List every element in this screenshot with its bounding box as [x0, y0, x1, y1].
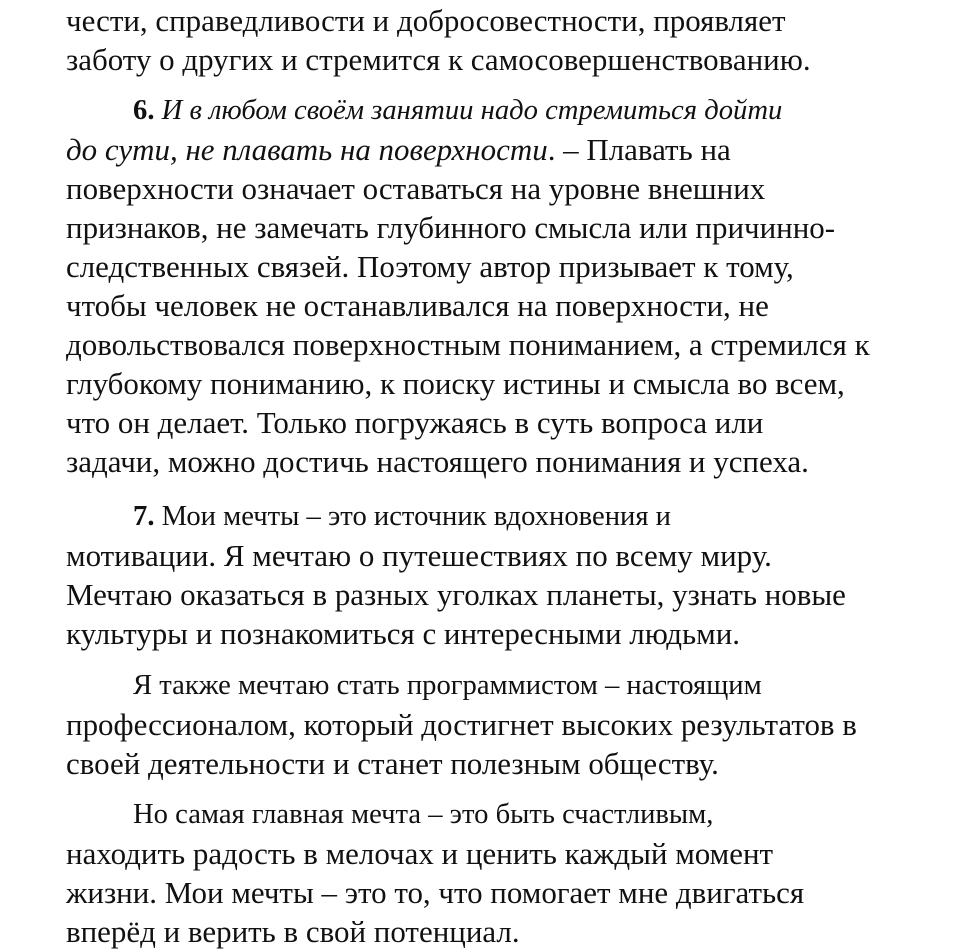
paragraph-continuation — [0, 1, 960, 79]
text-line: мотивации. Я мечтаю о путешествиях по всему миру. — [66, 538, 772, 573]
text-line: Но самая главная мечта – это быть счастливым, — [133, 798, 714, 830]
text-line: профессионалом, который достигнет высоких результатов в — [66, 707, 857, 742]
quote-text: до сути, не плавать на поверхности — [66, 132, 548, 167]
quote-text: И в любом своём занятии надо стремиться дойти — [161, 94, 783, 126]
text-fragment: . – Плавать на — [547, 132, 731, 167]
text-line: Мечтаю оказаться в разных уголках планеты, узнать новые — [66, 577, 846, 612]
text-line: следственных связей. Поэтому автор призывает к тому, — [66, 249, 794, 284]
text-line: задачи, можно достичь настоящего понимания и успеха. — [66, 444, 809, 479]
text-line: своей деятельности и станет полезным обществу. — [66, 746, 719, 781]
text-line: находить радость в мелочах и ценить каждый момент — [66, 836, 774, 871]
text-line — [66, 130, 960, 169]
text-line: довольствовался поверхностным пониманием, а стремился к — [66, 327, 870, 362]
paragraph-7 — [0, 497, 960, 653]
text-line — [133, 497, 960, 536]
text-line: Я также мечтаю стать программистом – настоящим — [133, 669, 762, 701]
paragraph-6 — [0, 91, 960, 481]
paragraph-number: 7. — [133, 500, 155, 532]
text-line: глубокому пониманию, к поиску истины и смысла во всем, — [66, 366, 845, 401]
paragraph-main-dream — [0, 795, 960, 949]
text-line: признаков, не замечать глубинного смысла или причинно- — [66, 210, 836, 245]
paragraph-number: 6. — [133, 94, 155, 126]
text-line: жизни. Мои мечты – это то, что помогает мне двигаться — [66, 875, 805, 910]
text-line: что он делает. Только погружаясь в суть вопроса или — [66, 405, 764, 440]
text-line: поверхности означает оставаться на уровне внешних — [66, 171, 766, 206]
text-line: чести, справедливости и добросовестности, проявляет — [66, 3, 786, 38]
text-line: чтобы человек не останавливался на поверхности, не — [66, 288, 769, 323]
text-line: заботу о других и стремится к самосовершенствованию. — [66, 42, 811, 77]
text-fragment: Мои мечты – это источник вдохновения и — [154, 500, 671, 532]
paragraph-programmer-dream — [0, 666, 960, 783]
text-line — [133, 91, 960, 130]
text-line: вперёд и верить в свой потенциал. — [66, 914, 520, 949]
text-line: культуры и познакомиться с интересными людьми. — [66, 616, 741, 651]
